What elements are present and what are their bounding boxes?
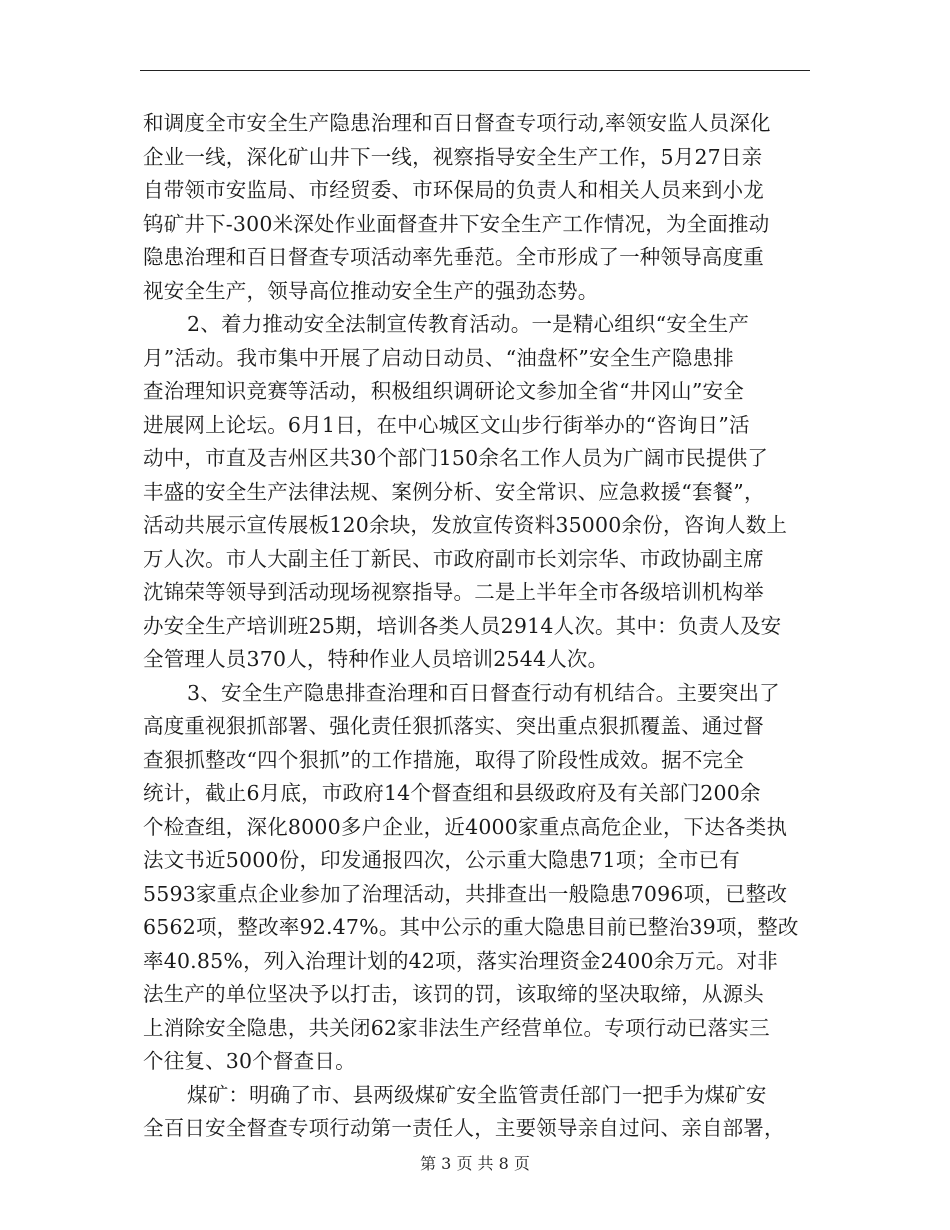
text-line: 活动共展示宣传展板120余块，发放宣传资料35000余份，咨询人数上	[143, 513, 788, 537]
text-line: 5593家重点企业参加了治理活动，共排查出一般隐患7096项，已整改	[143, 881, 788, 906]
text-line: 办安全生产培训班25期，培训各类人员2914人次。其中：负责人及安	[143, 613, 782, 638]
header-rule	[140, 70, 810, 71]
body-text	[143, 107, 813, 1146]
text-line: 统计，截止6月底，市政府14个督查组和县级政府及有关部门200余	[143, 781, 761, 805]
text-line: 6562项，整改率92.47%。其中公示的重大隐患目前已整治39项，整改	[143, 915, 799, 939]
text-line: 率40.85%，列入治理计划的42项，落实治理资金2400余万元。对非	[143, 948, 778, 973]
text-line: 万人次。市人大副主任丁新民、市政府副市长刘宗华、市政协副主席	[143, 546, 764, 571]
text-line: 企业一线，深化矿山井下一线，视察指导安全生产工作，5月27日亲	[143, 144, 763, 169]
page-number-footer: 第 3 页 共 8 页	[420, 1154, 530, 1173]
text-line: 隐患治理和百日督查专项活动率先垂范。全市形成了一种领导高度重	[143, 245, 764, 269]
text-line: 和调度全市安全生产隐患治理和百日督查专项行动,率领安监人员深化	[143, 111, 771, 135]
text-line: 2、着力推动安全法制宣传教育活动。一是精心组织“安全生产	[187, 312, 750, 336]
text-line: 上消除安全隐患，共关闭62家非法生产经营单位。专项行动已落实三	[143, 1015, 770, 1040]
text-line: 个往复、30个督查日。	[143, 1049, 356, 1073]
text-line: 沈锦荣等领导到活动现场视察指导。二是上半年全市各级培训机构举	[143, 580, 764, 604]
text-line: 法文书近5000份，印发通报四次，公示重大隐患71项；全市已有	[143, 848, 740, 872]
text-line: 3、安全生产隐患排查治理和百日督查行动有机结合。主要突出了	[187, 680, 780, 705]
text-line: 高度重视狠抓部署、强化责任狠抓落实、突出重点狠抓覆盖、通过督	[143, 714, 764, 738]
text-line: 煤矿：明确了市、县两级煤矿安全监管责任部门一把手为煤矿安	[187, 1082, 767, 1107]
text-line: 自带领市安监局、市经贸委、市环保局的负责人和相关人员来到小龙	[143, 178, 764, 202]
text-line: 全百日安全督查专项行动第一责任人，主要领导亲自过问、亲自部署，	[143, 1116, 785, 1140]
text-line: 月”活动。我市集中开展了启动日动员、“油盘杯”安全生产隐患排	[143, 345, 734, 370]
text-line: 丰盛的安全生产法律法规、案例分析、安全常识、应急救援“套餐”，	[143, 479, 765, 504]
text-line: 法生产的单位坚决予以打击，该罚的罚，该取缔的坚决取缔，从源头	[143, 982, 764, 1006]
text-line: 动中，市直及吉州区共30个部门150余名工作人员为广阔市民提供了	[143, 446, 769, 470]
text-line: 钨矿井下-300米深处作业面督查井下安全生产工作情况，为全面推动	[143, 211, 770, 236]
text-line: 查狠抓整改“四个狠抓”的工作措施，取得了阶段性成效。据不完全	[143, 747, 744, 772]
text-line: 进展网上论坛。6月1日，在中心城区文山步行街举办的“咨询日”活	[143, 412, 750, 437]
text-line: 视安全生产，领导高位推动安全生产的强劲态势。	[143, 278, 599, 303]
text-line: 查治理知识竞赛等活动，积极组织调研论文参加全省“井冈山”安全	[143, 379, 744, 403]
text-line: 个检查组，深化8000多户企业，近4000家重点高危企业，下达各类执	[143, 814, 788, 839]
text-line: 全管理人员370人，特种作业人员培训2544人次。	[143, 647, 609, 671]
